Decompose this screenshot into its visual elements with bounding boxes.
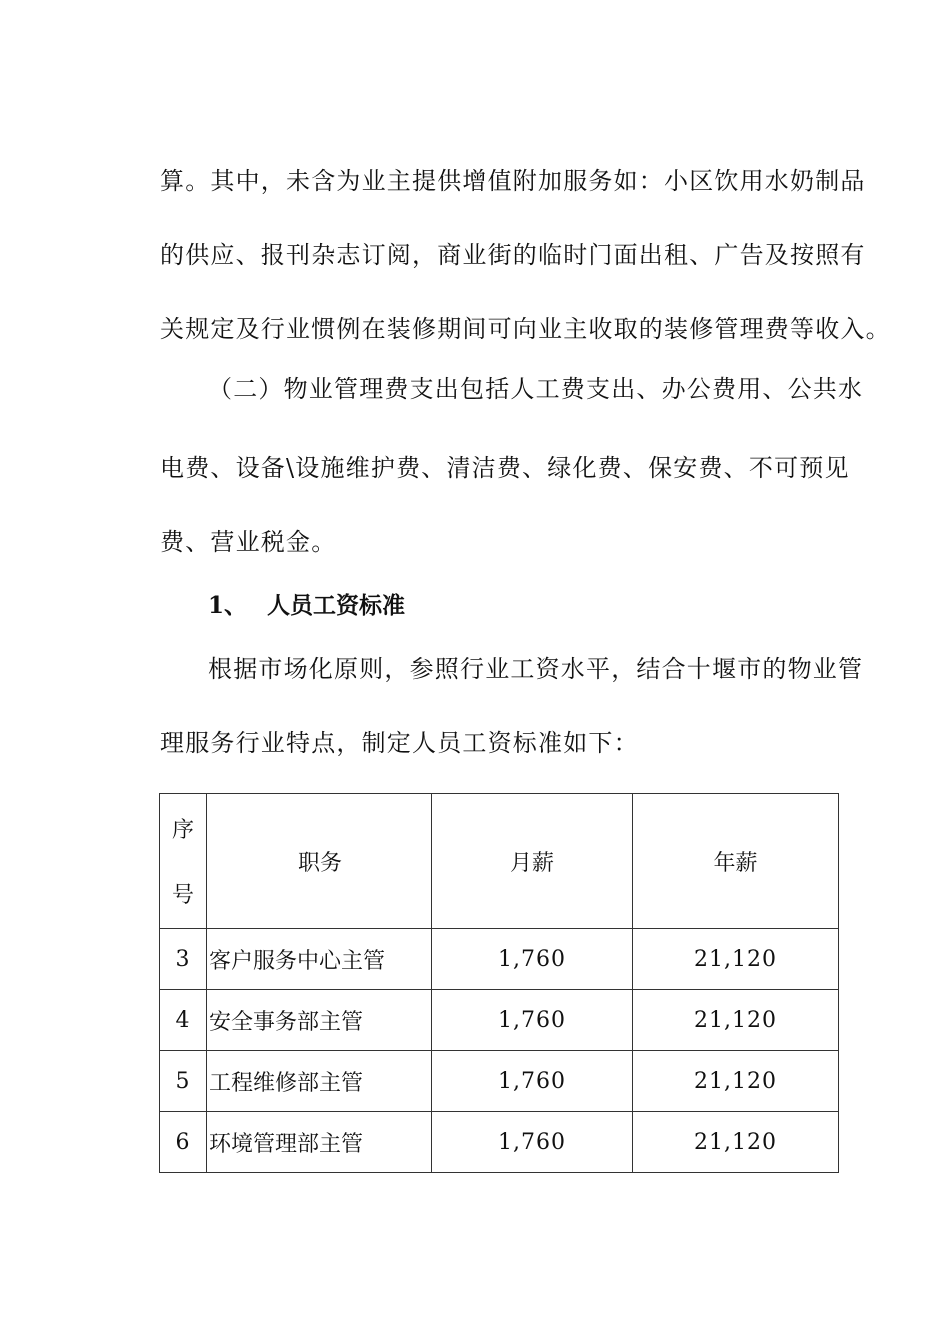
paragraph-text-line: 理服务行业特点，制定人员工资标准如下： xyxy=(160,729,639,757)
table-header-row xyxy=(160,794,839,929)
table-row xyxy=(160,1051,839,1112)
cell-annual: 21,120 xyxy=(633,1112,839,1173)
cell-monthly: 1,760 xyxy=(432,929,633,990)
header-no-top: 序 xyxy=(171,818,194,843)
cell-position: 客户服务中心主管 xyxy=(207,929,432,990)
paragraph-text-line: 的供应、报刊杂志订阅，商业街的临时门面出租、广告及按照有 xyxy=(160,241,866,269)
section-heading-number: 1、 xyxy=(208,592,248,619)
table-row xyxy=(160,990,839,1051)
cell-monthly: 1,760 xyxy=(432,990,633,1051)
cell-position: 安全事务部主管 xyxy=(207,990,432,1051)
header-cell-position: 职务 xyxy=(207,794,432,929)
cell-monthly: 1,760 xyxy=(432,1112,633,1173)
cell-annual: 21,120 xyxy=(633,990,839,1051)
cell-annual: 21,120 xyxy=(633,929,839,990)
paragraph-text-line: 算。其中，未含为业主提供增值附加服务如：小区饮用水奶制品 xyxy=(160,167,866,195)
salary-table xyxy=(159,793,839,1173)
cell-no: 4 xyxy=(160,990,207,1051)
cell-annual: 21,120 xyxy=(633,1051,839,1112)
header-cell-annual: 年薪 xyxy=(633,794,839,929)
paragraph-text-line: 根据市场化原则，参照行业工资水平，结合十堰市的物业管 xyxy=(208,655,864,683)
paragraph-text-line: （二）物业管理费支出包括人工费支出、办公费用、公共水 xyxy=(208,375,864,403)
header-cell-no xyxy=(160,794,207,929)
paragraph-text-line: 电费、设备\设施维护费、清洁费、绿化费、保安费、不可预见 xyxy=(160,454,850,482)
table-row xyxy=(160,1112,839,1173)
cell-no: 3 xyxy=(160,929,207,990)
table-row xyxy=(160,929,839,990)
cell-position: 工程维修部主管 xyxy=(207,1051,432,1112)
section-heading xyxy=(208,591,405,621)
paragraph-text-line: 关规定及行业惯例在装修期间可向业主收取的装修管理费等收入。 xyxy=(160,315,891,343)
header-cell-monthly: 月薪 xyxy=(432,794,633,929)
section-heading-title: 人员工资标准 xyxy=(267,592,406,619)
header-no-bottom: 号 xyxy=(171,883,194,908)
cell-monthly: 1,760 xyxy=(432,1051,633,1112)
cell-no: 5 xyxy=(160,1051,207,1112)
paragraph-text-line: 费、营业税金。 xyxy=(160,528,337,556)
cell-no: 6 xyxy=(160,1112,207,1173)
cell-position: 环境管理部主管 xyxy=(207,1112,432,1173)
